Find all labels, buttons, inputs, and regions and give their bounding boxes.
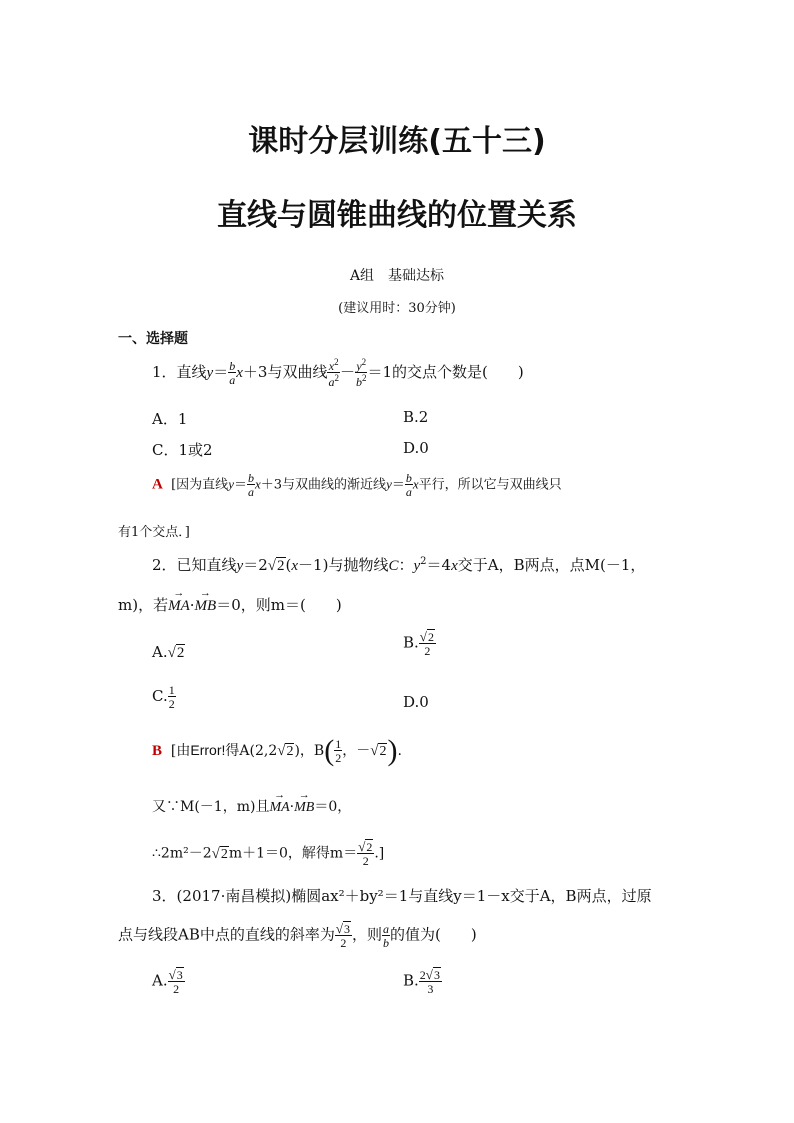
fraction: $\frac{√2}{2}$ [419, 629, 434, 658]
fraction: $\frac{2√3}{3}$ [419, 967, 440, 996]
fraction: $\frac{b}{a}$ [247, 471, 254, 499]
q1-number: 1．直线 [152, 363, 207, 381]
q3-option-b: B. $\frac{2√3}{3}$ [403, 967, 440, 996]
q1-stem-mid: 与双曲线 [267, 363, 328, 381]
fraction: $\frac{a}{b}$ [383, 921, 390, 950]
sqrt: √2 [277, 743, 294, 759]
q1-stem: 1．直线y＝ $\frac{b}{a}$ x＋3与双曲线 $\frac{x^2}{a^2}$ － $\frac{y^2}{b^2}$ ＝1的交点个数是( ) [152, 357, 524, 389]
q2-option-d: D.0 [403, 693, 429, 711]
group-label: A组 基础达标 [349, 268, 445, 284]
q1-option-d: D.0 [403, 439, 429, 457]
q2-explanation-line3: ∴2m²－2√2m＋1＝0，解得m＝ $\frac{√2}{2}$ .] [152, 839, 385, 868]
q1-option-c: C．1或2 [152, 441, 213, 459]
fraction: $\frac{b}{a}$ [405, 471, 412, 499]
q3-stem-line2: 点与线段AB中点的直线的斜率为 $\frac{√3}{2}$ ，则 $\frac{a}{b}$ 的值为( ) [118, 921, 477, 950]
q1-explanation: A [因为直线y＝ $\frac{b}{a}$ x＋3与双曲线的渐近线y＝ $\frac{b}{a}$ x平行，所以它与双曲线只 [152, 471, 562, 499]
sqrt: √2 [167, 645, 185, 661]
sqrt: √2 [267, 558, 285, 574]
page-title: 课时分层训练(五十三) [248, 124, 546, 159]
fraction: $\frac{√2}{2}$ [358, 839, 373, 868]
q1-answer: A [152, 476, 163, 493]
fraction: $\frac{√3}{2}$ [168, 967, 183, 996]
fraction: $\frac{y^2}{b^2}$ [355, 357, 367, 389]
q2-option-c: C. $\frac{1}{2}$ [152, 683, 175, 711]
sqrt: √2 [370, 743, 387, 759]
q2-stem: 2．已知直线y＝2√2(x－1)与抛物线C：$y^2=4x$交于A，B两点，点M(－1， [152, 556, 646, 574]
time-note: (建议用时：30分钟) [338, 301, 456, 316]
error-text: Error! [190, 742, 226, 758]
q3-option-a: A. $\frac{√3}{2}$ [152, 967, 183, 996]
q2-explanation: B [由Error!得A(2,2√2)，B( $\frac{1}{2}$ ，－√2). [152, 734, 402, 767]
fraction: $\frac{1}{2}$ [168, 683, 175, 711]
q1-option-b: B.2 [403, 408, 429, 426]
q2-stem-line2: m)，若→ MA·→ MB＝0，则m＝( ) [118, 594, 342, 615]
fraction: $\frac{√3}{2}$ [335, 921, 350, 950]
page-subtitle: 直线与圆锥曲线的位置关系 [217, 198, 577, 233]
q2-number: 2．已知直线 [152, 556, 237, 574]
section-heading: 一、选择题 [118, 331, 188, 347]
q1-explanation-cont: 有1个交点．] [118, 525, 190, 540]
q2-answer: B [152, 743, 163, 759]
sqrt: √2 [211, 845, 228, 862]
q3-stem: 3．(2017·南昌模拟)椭圆ax²＋by²＝1与直线y＝1－x交于A，B两点，过原 [152, 887, 652, 905]
q2-explanation-line2: 又∵M(－1，m)且→ MA·→ MB＝0， [152, 796, 351, 816]
q2-option-b: B. $\frac{√2}{2}$ [403, 629, 434, 658]
q2-option-a: A.√2 [152, 643, 185, 661]
fraction: $\frac{b}{a}$ [229, 359, 236, 387]
q1-stem-end: ＝1的交点个数是( ) [367, 363, 524, 381]
fraction: $\frac{x^2}{a^2}$ [328, 357, 339, 389]
q1-option-a: A．1 [152, 410, 188, 428]
fraction: $\frac{1}{2}$ [335, 737, 342, 765]
